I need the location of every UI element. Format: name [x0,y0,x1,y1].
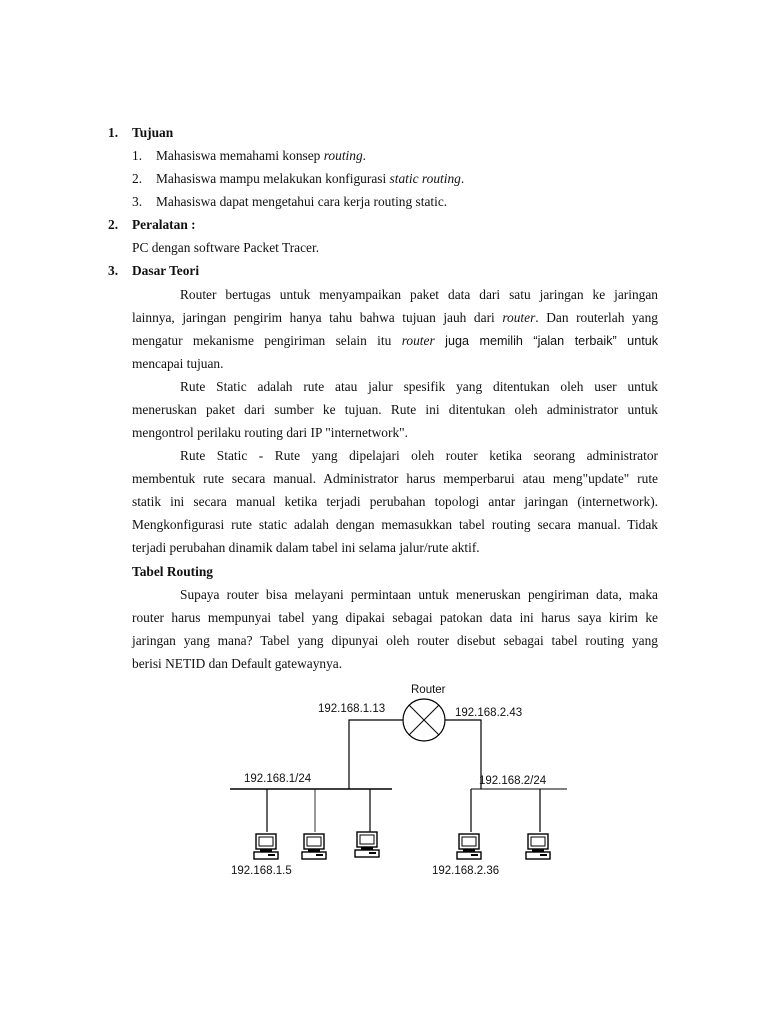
pc-icon [302,834,326,859]
paragraph-line: statik ini secara manual ketika terjadi perubahan topologi antar jaringan (internetwork). [132,494,658,509]
paragraph-line: router harus mempunyai tabel yang dipakai sebagai patokan data ini harus saya kirim ke [132,610,658,625]
paragraph-line: berisi NETID dan Default gatewaynya. [132,656,343,671]
section-2-title: Peralatan : [132,217,196,232]
network-left-label: 192.168.1/24 [244,773,312,785]
router-ip-right-label: 192.168.2.43 [455,707,523,719]
list-item-number: 1. [132,148,143,163]
paragraph-line: membentuk rute secara manual. Administrator harus memperbarui atau meng"update" rute [132,471,658,486]
list-item: Mahasiswa dapat mengetahui cara kerja routing static. [156,194,448,209]
subheading-tabel-routing: Tabel Routing [132,564,213,579]
section-1-title: Tujuan [132,125,174,140]
link-router-left [349,720,403,789]
list-item-number: 2. [132,171,143,186]
paragraph-line: Router bertugas untuk menyampaikan paket data dari satu jaringan ke jaringan [180,287,658,302]
link-router-right [445,720,481,789]
paragraph-line: Supaya router bisa melayani permintaan untuk meneruskan pengiriman data, maka [180,587,658,602]
router-icon [403,699,445,741]
host-right-label: 192.168.2.36 [432,865,500,877]
section-3-number: 3. [108,263,119,278]
list-item: Mahasiswa memahami konsep routing. [156,148,367,163]
pc-icon [355,832,379,857]
list-item-number: 3. [132,194,143,209]
paragraph-line: lainnya, jaringan pengirim hanya tahu bahwa tujuan jauh dari router. Dan routerlah yang [132,310,658,325]
pc-icon [254,834,278,859]
pc-icon [457,834,481,859]
section-3-title: Dasar Teori [132,263,200,278]
section-2-number: 2. [108,217,119,232]
paragraph-line: Rute Static - Rute yang dipelajari oleh router ketika seorang administrator [180,448,658,463]
router-label: Router [411,684,446,696]
paragraph-line: mengatur mekanisme pengiriman selain itu router juga memilih “jalan terbaik” untuk [132,333,658,348]
network-right-label: 192.168.2/24 [479,775,547,787]
paragraph-line: jaringan yang mana? Tabel yang dipunyai oleh router disebut sebagai tabel routing yang [132,633,658,648]
paragraph-line: meneruskan paket dari sumber ke tujuan. Rute ini ditentukan oleh administrator untuk [132,402,658,417]
paragraph-line: mengontrol perilaku routing dari IP "internetwork". [132,425,408,440]
paragraph-line: mencapai tujuan. [132,356,224,371]
paragraph-line: Mengkonfigurasi rute static adalah dengan memasukkan tabel routing secara manual. Tidak [132,517,658,532]
list-item: Mahasiswa mampu melakukan konfigurasi static routing. [156,171,465,186]
section-1-number: 1. [108,125,119,140]
router-ip-left-label: 192.168.1.13 [318,703,386,715]
equipment-text: PC dengan software Packet Tracer. [132,240,320,255]
paragraph-line: Rute Static adalah rute atau jalur spesifik yang ditentukan oleh user untuk [180,379,658,394]
host-left-label: 192.168.1.5 [231,865,292,877]
pc-icon [526,834,550,859]
paragraph-line: terjadi perubahan dinamik dalam tabel ini selama jalur/rute aktif. [132,540,480,555]
